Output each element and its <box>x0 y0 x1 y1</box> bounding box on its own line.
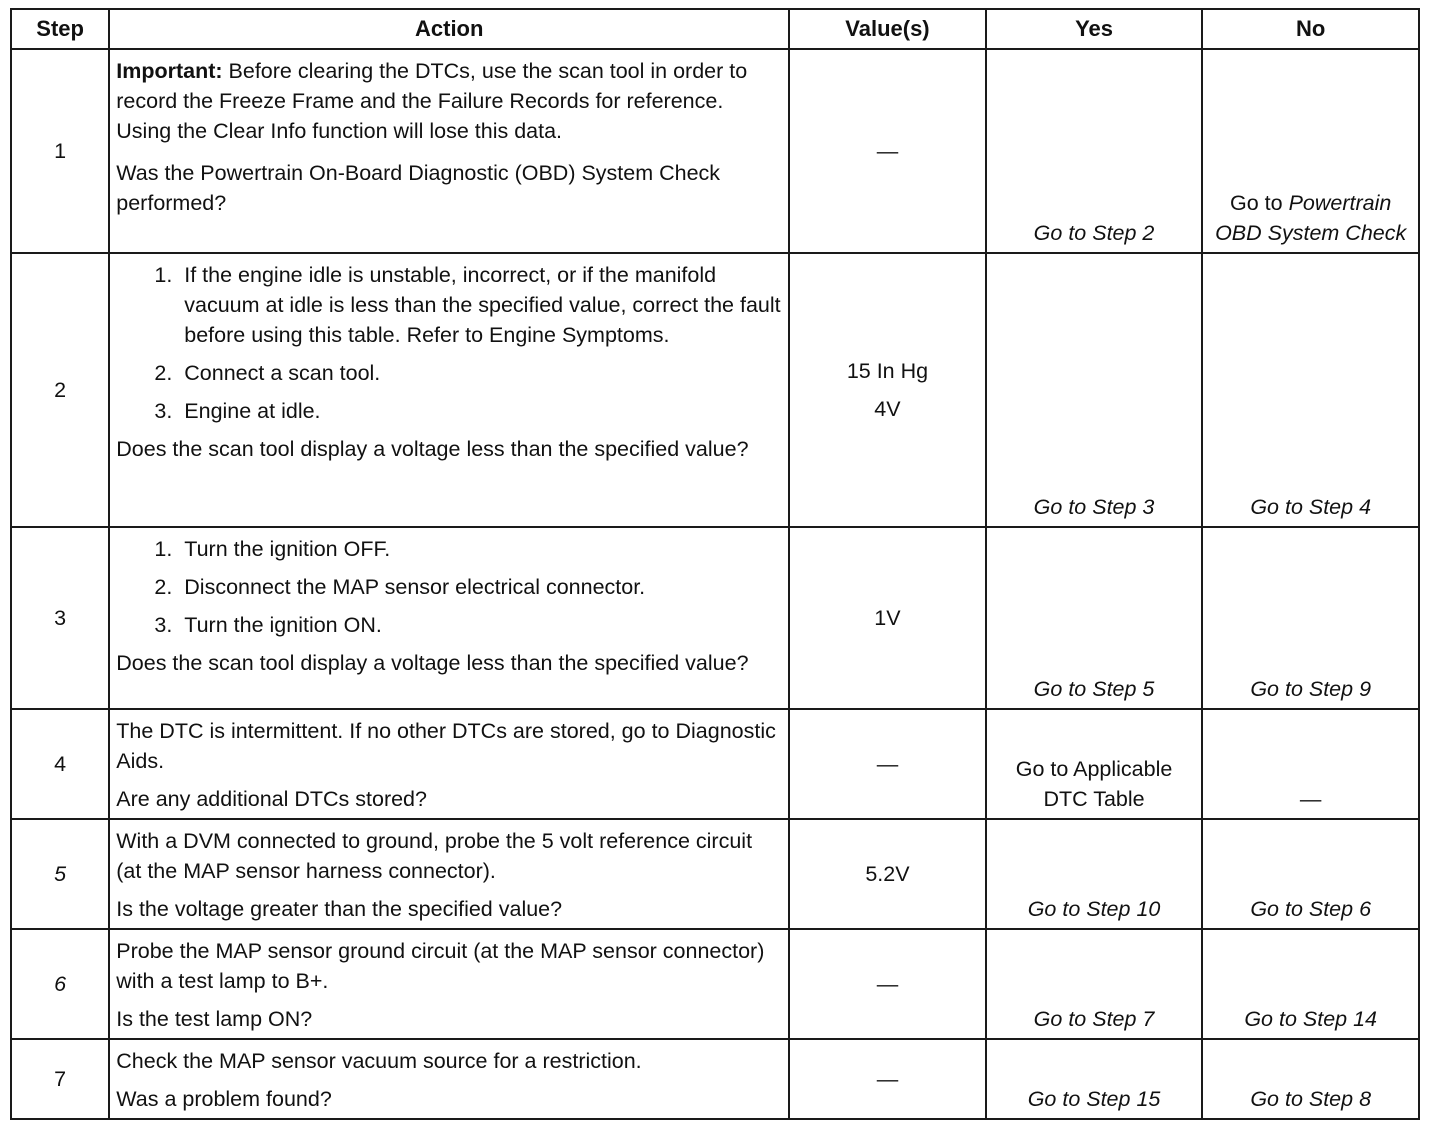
action-cell <box>109 819 789 929</box>
action-cell <box>109 49 789 253</box>
important-note <box>116 56 782 146</box>
action-step-item: 3. Engine at idle. <box>178 396 782 426</box>
action-steps <box>116 260 782 426</box>
no-cell <box>1202 1039 1419 1119</box>
no-cell <box>1202 49 1419 253</box>
no-cell <box>1202 819 1419 929</box>
value-cell: — <box>789 1039 986 1119</box>
important-text: Before clearing the DTCs, use the scan tool in order to record the Freeze Frame and the Failure Records for reference. Using the Clear Info function will lose this data. <box>116 59 748 143</box>
action-question: Was the Powertrain On-Board Diagnostic (OBD) System Check performed? <box>116 161 721 215</box>
value-line: 15 In Hg <box>846 359 929 383</box>
diagnostic-table <box>10 8 1420 1120</box>
header-row <box>11 9 1419 49</box>
header-no: No <box>1202 9 1419 49</box>
value-cell: — <box>789 929 986 1039</box>
table-row <box>11 819 1419 929</box>
no-cell <box>1202 929 1419 1039</box>
value-cell: — <box>789 709 986 819</box>
table-row <box>11 1039 1419 1119</box>
table-row <box>11 929 1419 1039</box>
step-number: 2 <box>11 253 109 527</box>
important-label: Important: <box>116 59 223 83</box>
action-question: Was a problem found? <box>116 1087 332 1111</box>
header-action: Action <box>109 9 789 49</box>
value-cell: 1V <box>789 527 986 709</box>
action-question: Does the scan tool display a voltage less than the specified value? <box>116 437 749 461</box>
yes-goto-link: Go to Step 3 <box>1033 495 1155 519</box>
yes-goto-link: Go to Step 5 <box>1033 677 1155 701</box>
action-cell <box>109 709 789 819</box>
step-number: 4 <box>11 709 109 819</box>
no-goto-prefix: Go to <box>1230 191 1289 215</box>
yes-goto-link: Go to Step 2 <box>1033 221 1155 245</box>
step-number: 5 <box>11 819 109 929</box>
header-step: Step <box>11 9 109 49</box>
action-question: Are any additional DTCs stored? <box>116 787 427 811</box>
yes-cell <box>986 527 1203 709</box>
header-yes: Yes <box>986 9 1203 49</box>
action-cell <box>109 253 789 527</box>
value-line: 4V <box>874 397 901 421</box>
no-goto-link: Go to Step 4 <box>1250 495 1372 519</box>
yes-cell <box>986 709 1203 819</box>
no-goto-link: Go to Step 8 <box>1250 1087 1372 1111</box>
table-row <box>11 253 1419 527</box>
action-cell <box>109 527 789 709</box>
table-row <box>11 49 1419 253</box>
step-number: 7 <box>11 1039 109 1119</box>
value-cell <box>789 253 986 527</box>
yes-goto-link: Go to Step 10 <box>1027 897 1161 921</box>
no-goto-link: Go to Step 9 <box>1250 677 1372 701</box>
yes-goto-link: Go to Step 7 <box>1033 1007 1155 1031</box>
action-step-item: 2. Connect a scan tool. <box>178 358 782 388</box>
action-question: Is the test lamp ON? <box>116 1007 313 1031</box>
action-step-item: 3. Turn the ignition ON. <box>178 610 782 640</box>
table-row <box>11 527 1419 709</box>
table-row <box>11 709 1419 819</box>
no-goto-link: Go to Step 6 <box>1250 897 1372 921</box>
yes-cell <box>986 1039 1203 1119</box>
step-number: 6 <box>11 929 109 1039</box>
action-text: With a DVM connected to ground, probe the 5 volt reference circuit (at the MAP sensor harness connector). <box>116 829 753 883</box>
action-question: Is the voltage greater than the specified value? <box>116 897 563 921</box>
yes-cell <box>986 253 1203 527</box>
action-text: Probe the MAP sensor ground circuit (at the MAP sensor connector) with a test lamp to B+. <box>116 939 765 993</box>
action-cell <box>109 1039 789 1119</box>
no-cell <box>1202 527 1419 709</box>
header-values: Value(s) <box>789 9 986 49</box>
yes-goto-link: Go to Applicable DTC Table <box>1015 757 1173 811</box>
action-text: The DTC is intermittent. If no other DTCs are stored, go to Diagnostic Aids. <box>116 719 776 773</box>
yes-cell <box>986 819 1203 929</box>
yes-cell <box>986 49 1203 253</box>
action-step-item: 2. Disconnect the MAP sensor electrical connector. <box>178 572 782 602</box>
no-cell <box>1202 253 1419 527</box>
yes-cell <box>986 929 1203 1039</box>
value-cell: 5.2V <box>789 819 986 929</box>
step-number: 1 <box>11 49 109 253</box>
action-step-item: 1. Turn the ignition OFF. <box>178 534 782 564</box>
step-number: 3 <box>11 527 109 709</box>
action-cell <box>109 929 789 1039</box>
no-goto-link: Go to Step 14 <box>1244 1007 1378 1031</box>
action-step-item: 1. If the engine idle is unstable, incorrect, or if the manifold vacuum at idle is less than the specified value, correct the fault before using this table. Refer to Engine Symptoms. <box>178 260 782 350</box>
yes-goto-link: Go to Step 15 <box>1027 1087 1161 1111</box>
action-question: Does the scan tool display a voltage less than the specified value? <box>116 651 749 675</box>
no-cell: — <box>1202 709 1419 819</box>
action-steps <box>116 534 782 640</box>
action-text: Check the MAP sensor vacuum source for a restriction. <box>116 1049 642 1073</box>
value-cell: — <box>789 49 986 253</box>
no-goto-link: Powertrain OBD System Check <box>1215 191 1407 245</box>
